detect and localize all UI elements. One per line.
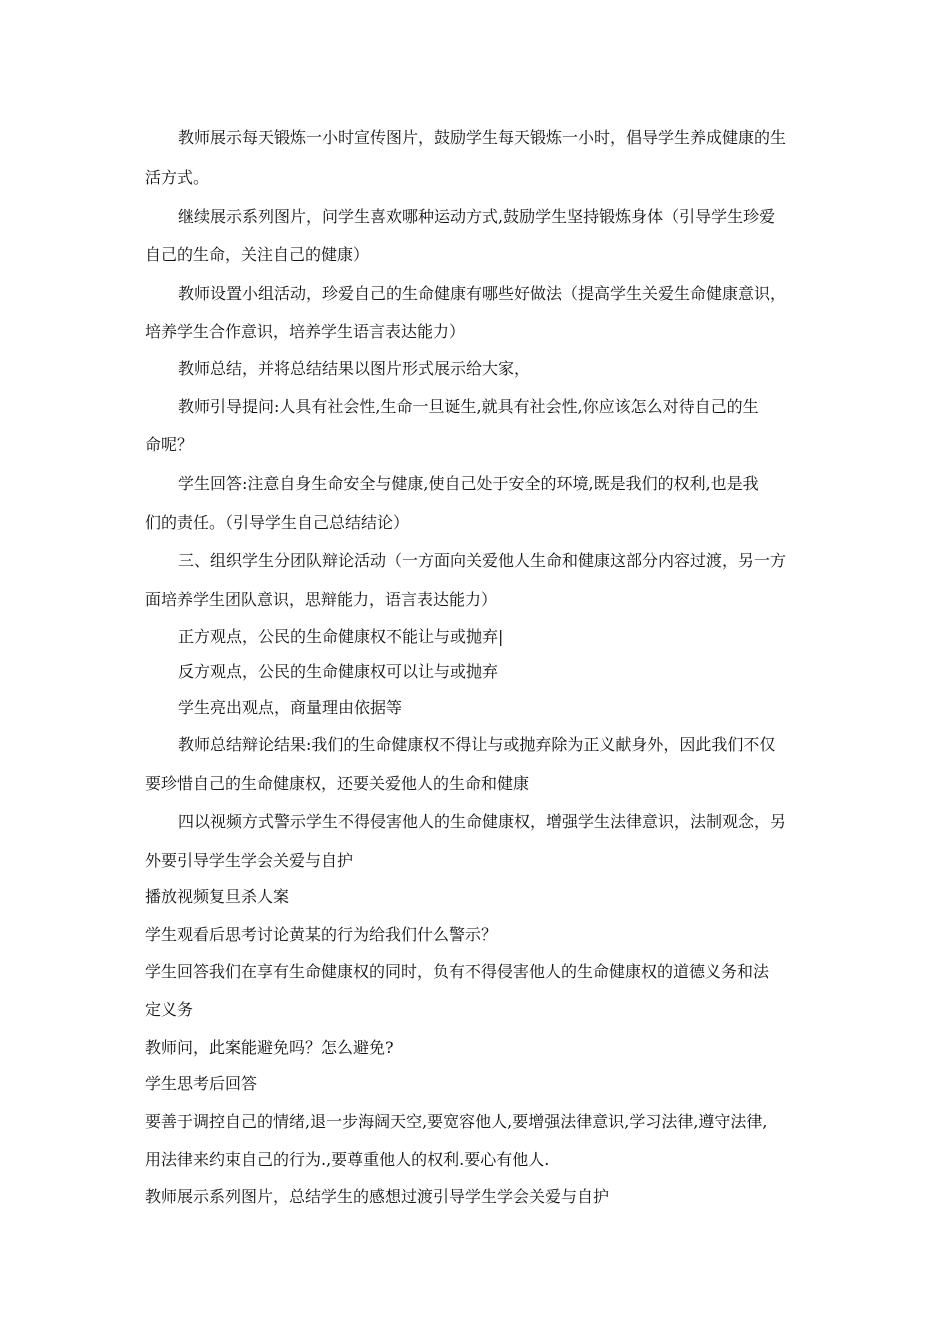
text-line: 活方式。 bbox=[145, 168, 210, 187]
text-line: 们的责任。（引导学生自己总结结论） bbox=[145, 513, 410, 532]
text-line: 教师展示每天锻炼一小时宣传图片，鼓励学生每天锻炼一小时，倡导学生养成健康的生 bbox=[178, 128, 787, 147]
text-line: 教师总结，并将总结结果以图片形式展示给大家， bbox=[178, 359, 531, 378]
text-line: 自己的生命，关注自己的健康） bbox=[145, 245, 370, 264]
text-line: 要珍惜自己的生命健康权，还要关爱他人的生命和健康 bbox=[145, 774, 530, 793]
text-line: 播放视频复旦杀人案 bbox=[145, 887, 290, 906]
text-line: 教师设置小组活动，珍爱自己的生命健康有哪些好做法（提高学生关爱生命健康意识， bbox=[178, 284, 787, 303]
text-line: 教师总结辩论结果:我们的生命健康权不得让与或抛弃除为正义献身外，因此我们不仅 bbox=[178, 735, 776, 754]
text-line: 教师展示系列图片，总结学生的感想过渡引导学生学会关爱与自护 bbox=[145, 1187, 610, 1206]
text-line: 学生观看后思考讨论黄某的行为给我们什么警示？ bbox=[145, 925, 498, 944]
text-line: 面培养学生团队意识，思辩能力，语言表达能力） bbox=[145, 590, 498, 609]
text-line: 定义务 bbox=[145, 1000, 194, 1019]
text-line: 正方观点，公民的生命健康权不能让与或抛弃| bbox=[178, 627, 504, 646]
text-line: 学生思考后回答 bbox=[145, 1074, 258, 1093]
text-line: 教师问，此案能避免吗？怎么避免? bbox=[145, 1038, 394, 1057]
text-line: 培养学生合作意识，培养学生语言表达能力） bbox=[145, 322, 466, 341]
text-line: 教师引导提问:人具有社会性,生命一旦诞生,就具有社会性,你应该怎么对待自己的生 bbox=[178, 397, 759, 416]
text-line: 用法律来约束自己的行为.,要尊重他人的权利.要心有他人. bbox=[145, 1150, 550, 1169]
text-line: 三、组织学生分团队辩论活动（一方面向关爱他人生命和健康这部分内容过渡，另一方 bbox=[178, 551, 787, 570]
text-line: 命呢？ bbox=[145, 435, 194, 454]
text-line: 四以视频方式警示学生不得侵害他人的生命健康权，增强学生法律意识，法制观念，另 bbox=[178, 812, 787, 831]
text-line: 外要引导学生学会关爱与自护 bbox=[145, 851, 354, 870]
text-line: 继续展示系列图片，问学生喜欢哪种运动方式,鼓励学生坚持锻炼身体（引导学生珍爱 bbox=[178, 207, 776, 226]
text-line: 反方观点，公民的生命健康权可以让与或抛弃 bbox=[178, 662, 499, 681]
text-line: 学生回答:注意自身生命安全与健康,使自己处于安全的环境,既是我们的权利,也是我 bbox=[178, 474, 759, 493]
text-line: 学生亮出观点，商量理由依据等 bbox=[178, 698, 403, 717]
text-line: 要善于调控自己的情绪,退一步海阔天空,要宽容他人,要增强法律意识,学习法律,遵守法律, bbox=[145, 1112, 768, 1131]
text-line: 学生回答我们在享有生命健康权的同时，负有不得侵害他人的生命健康权的道德义务和法 bbox=[145, 962, 770, 981]
